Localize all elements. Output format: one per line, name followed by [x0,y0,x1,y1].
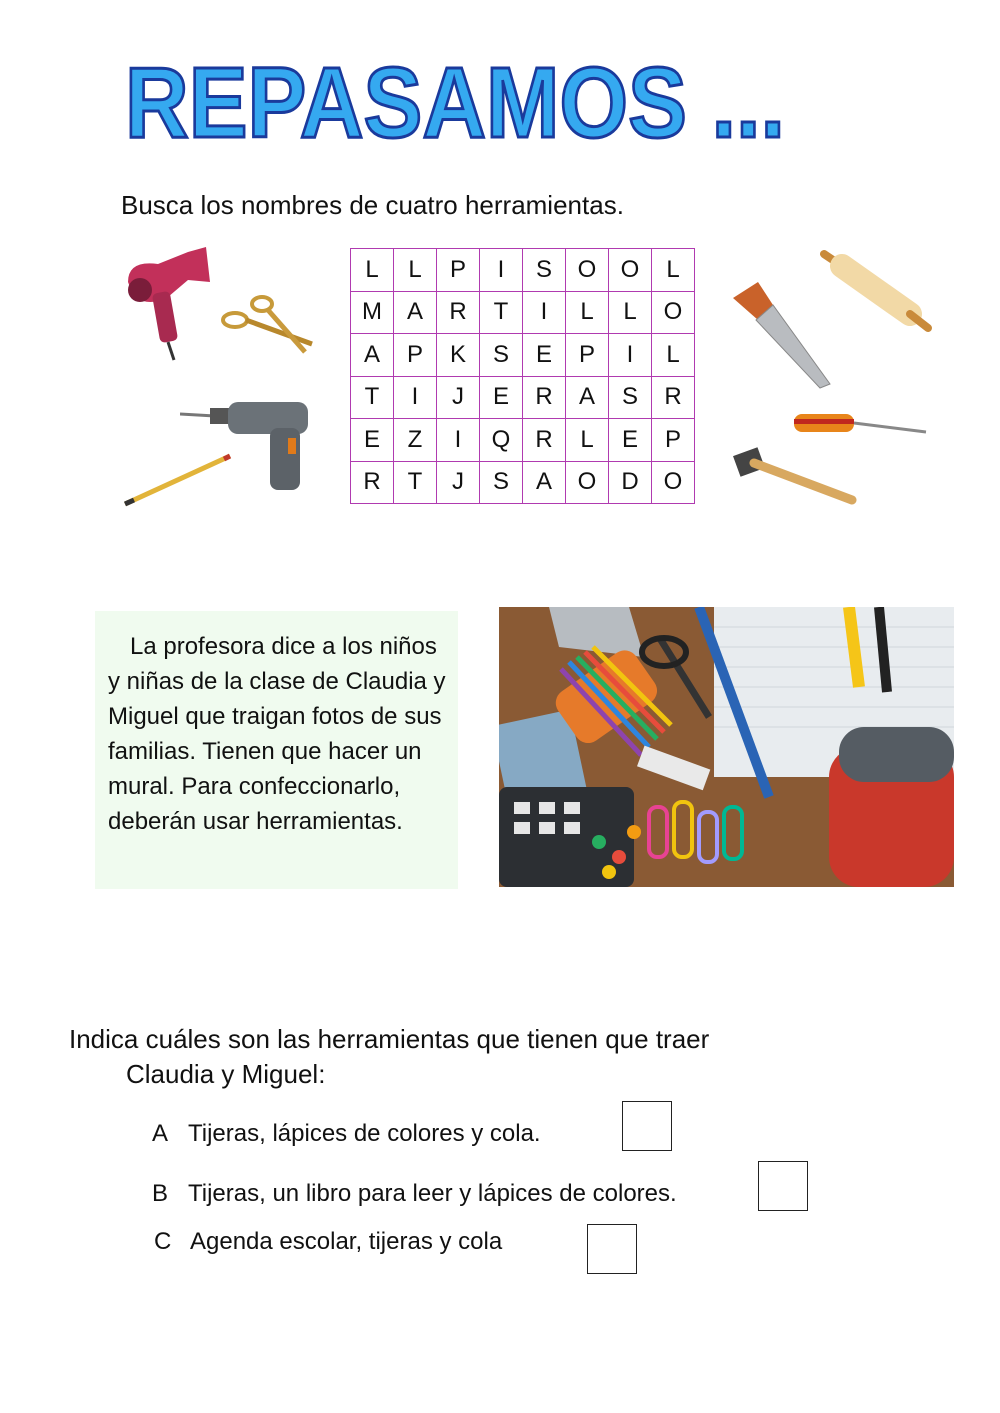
school-supplies-photo [499,607,954,887]
option-text: Tijeras, un libro para leer y lápices de colores. [188,1180,677,1207]
grid-cell[interactable]: A [566,376,609,419]
grid-row [351,376,695,419]
question-line-2: Claudia y Miguel: [126,1059,326,1089]
grid-cell[interactable]: E [523,334,566,377]
grid-cell[interactable]: J [437,376,480,419]
hammer-icon [730,445,860,510]
grid-cell[interactable]: L [652,334,695,377]
grid-cell[interactable]: T [351,376,394,419]
grid-cell[interactable]: L [566,419,609,462]
grid-cell[interactable]: S [480,461,523,504]
option-text: Tijeras, lápices de colores y cola. [188,1120,541,1147]
option-letter: A [152,1120,169,1147]
story-text: La profesora dice a los niños y niñas de la clase de Claudia y Miguel que traigan fotos de sus familias. Tienen que hacer un mural. Para confeccionarlo, deberán usar herramientas. [108,633,446,835]
grid-cell[interactable]: O [652,291,695,334]
grid-cell[interactable]: D [609,461,652,504]
option-a [152,1120,541,1148]
grid-cell[interactable]: O [609,249,652,292]
grid-cell[interactable]: R [437,291,480,334]
grid-cell[interactable]: I [394,376,437,419]
grid-row [351,291,695,334]
hair-dryer-icon [118,242,213,362]
grid-row [351,461,695,504]
grid-cell[interactable]: O [566,461,609,504]
grid-cell[interactable]: R [523,376,566,419]
grid-cell[interactable]: I [609,334,652,377]
grid-cell[interactable]: A [523,461,566,504]
grid-cell[interactable]: P [652,419,695,462]
grid-cell[interactable]: L [394,249,437,292]
pencil-icon [120,450,235,510]
grid-cell[interactable]: K [437,334,480,377]
grid-cell[interactable]: Z [394,419,437,462]
grid-cell[interactable]: P [394,334,437,377]
option-letter: B [152,1180,169,1207]
option-b [152,1180,677,1208]
grid-cell[interactable]: L [566,291,609,334]
grid-cell[interactable]: L [609,291,652,334]
grid-row [351,334,695,377]
grid-cell[interactable]: O [566,249,609,292]
grid-cell[interactable]: E [351,419,394,462]
grid-cell[interactable]: P [566,334,609,377]
question-text [69,1022,709,1092]
grid-cell[interactable]: S [480,334,523,377]
option-b-checkbox[interactable] [758,1161,808,1211]
grid-cell[interactable]: M [351,291,394,334]
question-line-1: Indica cuáles son las herramientas que tienen que traer [69,1024,710,1054]
grid-cell[interactable]: L [652,249,695,292]
grid-cell[interactable]: E [480,376,523,419]
grid-cell[interactable]: R [351,461,394,504]
story-text-box [95,611,458,889]
grid-cell[interactable]: P [437,249,480,292]
screwdriver-icon [790,410,930,440]
grid-cell[interactable]: A [394,291,437,334]
grid-cell[interactable]: O [652,461,695,504]
grid-cell[interactable]: R [523,419,566,462]
saw-icon [728,280,838,392]
grid-cell[interactable]: Q [480,419,523,462]
title-text: REPASAMOS ... [125,47,785,159]
grid-cell[interactable]: J [437,461,480,504]
grid-cell[interactable]: S [523,249,566,292]
option-a-checkbox[interactable] [622,1101,672,1151]
wordsearch-instruction: Busca los nombres de cuatro herramientas. [121,190,624,220]
grid-cell[interactable]: E [609,419,652,462]
grid-cell[interactable]: T [394,461,437,504]
grid-cell[interactable]: I [437,419,480,462]
grid-cell[interactable]: I [523,291,566,334]
word-search-grid [350,248,695,504]
option-c [154,1228,502,1256]
option-c-checkbox[interactable] [587,1224,637,1274]
grid-cell[interactable]: A [351,334,394,377]
grid-cell[interactable]: L [351,249,394,292]
grid-row [351,419,695,462]
grid-cell[interactable]: R [652,376,695,419]
grid-cell[interactable]: I [480,249,523,292]
grid-cell[interactable]: T [480,291,523,334]
worksheet-title [120,42,790,162]
option-text: Agenda escolar, tijeras y cola [190,1228,503,1255]
grid-cell[interactable]: S [609,376,652,419]
option-letter: C [154,1228,172,1255]
grid-row [351,249,695,292]
scissors-icon [220,292,315,357]
